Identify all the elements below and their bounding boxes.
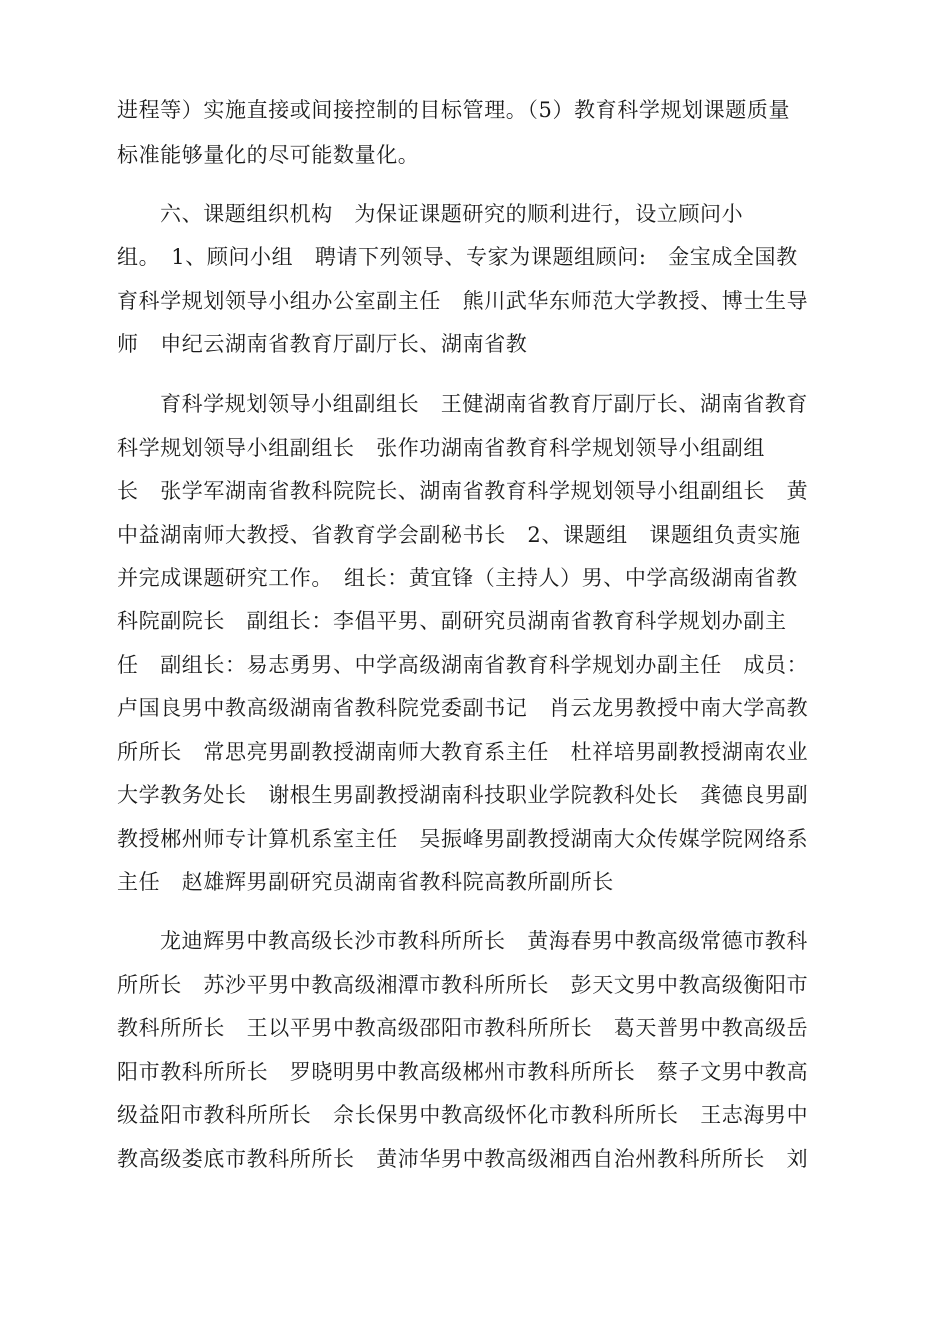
text-line: 科院副院长 副组长：李倡平男、副研究员湖南省教育科学规划办副主 xyxy=(117,609,787,633)
text-line: 龙迪辉男中教高级长沙市教科所所长 黄海春男中教高级常德市教科 xyxy=(160,929,808,953)
text-line: 所所长 常思亮男副教授湖南师大教育系主任 杜祥培男副教授湖南农业 xyxy=(117,740,809,764)
text-line: 进程等）实施直接或间接控制的目标管理。（5）教育科学规划课题质量 xyxy=(117,98,791,122)
text-line: 大学教务处长 谢根生男副教授湖南科技职业学院教科处长 龚德良男副 xyxy=(117,783,809,807)
text-line: 级益阳市教科所所长 佘长保男中教高级怀化市教科所所长 王志海男中 xyxy=(117,1103,809,1127)
text-line: 育科学规划领导小组办公室副主任 熊川武华东师范大学教授、博士生导 xyxy=(117,289,809,313)
text-line: 并完成课题研究工作。 组长：黄宜锋（主持人）男、中学高级湖南省教 xyxy=(117,566,798,590)
text-line: 阳市教科所所长 罗晓明男中教高级郴州市教科所所长 蔡子文男中教高 xyxy=(117,1060,809,1084)
text-line: 师 申纪云湖南省教育厅副厅长、湖南省教 xyxy=(117,332,528,356)
text-line: 教高级娄底市教科所所长 黄沛华男中教高级湘西自治州教科所所长 刘 xyxy=(117,1147,809,1171)
text-line: 标准能够量化的尽可能数量化。 xyxy=(117,143,420,167)
text-line: 中益湖南师大教授、省教育学会副秘书长 2、课题组 课题组负责实施 xyxy=(117,523,801,547)
text-line: 长 张学军湖南省教科院院长、湖南省教育科学规划领导小组副组长 黄 xyxy=(117,479,809,503)
text-line: 教授郴州师专计算机系室主任 吴振峰男副教授湖南大众传媒学院网络系 xyxy=(117,827,809,851)
section-heading: 六、课题组织机构 为保证课题研究的顺利进行，设立顾问小 xyxy=(160,202,744,226)
text-line: 任 副组长：易志勇男、中学高级湖南省教育科学规划办副主任 成员： xyxy=(117,653,809,677)
text-line: 所所长 苏沙平男中教高级湘潭市教科所所长 彭天文男中教高级衡阳市 xyxy=(117,973,809,997)
text-line: 主任 赵雄辉男副研究员湖南省教科院高教所副所长 xyxy=(117,870,614,894)
text-line: 科学规划领导小组副组长 张作功湖南省教育科学规划领导小组副组 xyxy=(117,436,765,460)
text-line: 卢国良男中教高级湖南省教科院党委副书记 肖云龙男教授中南大学高教 xyxy=(117,696,809,720)
text-line: 教科所所长 王以平男中教高级邵阳市教科所所长 葛天普男中教高级岳 xyxy=(117,1016,809,1040)
text-line: 组。 1、顾问小组 聘请下列领导、专家为课题组顾问: 金宝成全国教 xyxy=(117,245,798,269)
text-line: 育科学规划领导小组副组长 王健湖南省教育厅副厅长、湖南省教育 xyxy=(160,392,808,416)
